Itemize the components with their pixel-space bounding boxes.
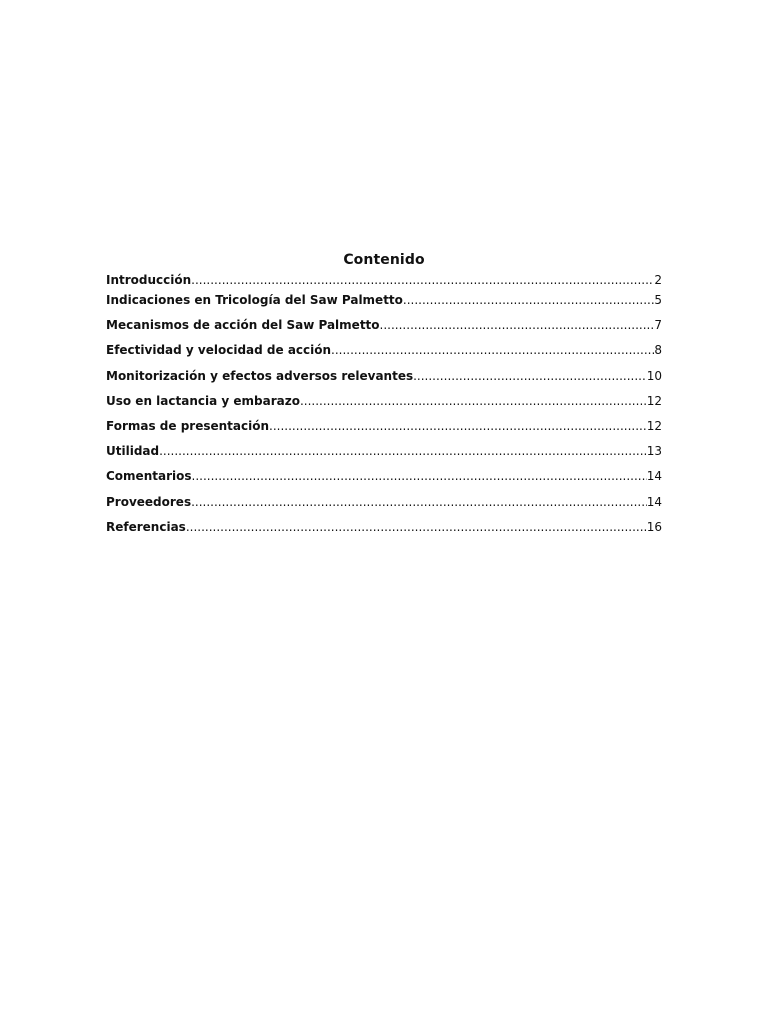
toc-entry-formas[interactable] <box>106 416 662 441</box>
table-of-contents <box>106 250 662 542</box>
toc-entry-page: 12 <box>646 393 662 408</box>
toc-entry-comentarios[interactable] <box>106 466 662 491</box>
toc-entry-page: 10 <box>646 368 662 383</box>
toc-entry-page: 14 <box>646 494 662 509</box>
toc-entry-label: Utilidad <box>106 444 160 459</box>
toc-entry-label: Indicaciones en Tricología del Saw Palmetto <box>106 293 403 307</box>
toc-dot-leader <box>191 492 647 512</box>
toc-entry-label: Referencias <box>106 519 186 534</box>
toc-entry-label: Mecanismos de acción del Saw Palmetto <box>106 318 380 333</box>
toc-dot-leader <box>300 391 647 411</box>
toc-entry-indicaciones[interactable] <box>106 290 662 315</box>
toc-dot-leader <box>159 441 647 461</box>
toc-entry-utilidad[interactable] <box>106 441 662 466</box>
toc-dot-leader <box>192 466 647 486</box>
toc-entry-page: 5 <box>654 293 662 307</box>
toc-dot-leader <box>186 517 647 537</box>
toc-entry-page: 7 <box>654 318 662 333</box>
toc-dot-leader <box>269 416 647 436</box>
toc-entry-introduccion[interactable] <box>106 270 662 290</box>
toc-dot-leader <box>403 290 654 310</box>
toc-entry-label: Monitorización y efectos adversos relevantes <box>106 368 414 383</box>
toc-entry-mecanismos[interactable] <box>106 315 662 340</box>
toc-dot-leader <box>331 340 654 360</box>
toc-entry-page: 12 <box>646 418 662 433</box>
toc-entry-label: Efectividad y velocidad de acción <box>106 343 332 358</box>
toc-dot-leader <box>191 270 654 290</box>
toc-entry-label: Formas de presentación <box>106 418 270 433</box>
toc-entry-page: 13 <box>646 444 662 459</box>
toc-entry-proveedores[interactable] <box>106 492 662 517</box>
toc-entry-label: Introducción <box>106 273 192 287</box>
toc-entry-monitorizacion[interactable] <box>106 366 662 391</box>
toc-entry-referencias[interactable] <box>106 517 662 542</box>
toc-entry-lactancia[interactable] <box>106 391 662 416</box>
toc-dot-leader <box>413 366 647 386</box>
toc-entry-page: 8 <box>654 343 662 358</box>
toc-entry-page: 14 <box>646 469 662 484</box>
toc-entry-page: 2 <box>654 273 662 287</box>
toc-entry-label: Comentarios <box>106 469 192 484</box>
toc-dot-leader <box>380 315 655 335</box>
toc-entry-label: Proveedores <box>106 494 192 509</box>
toc-entry-efectividad[interactable] <box>106 340 662 365</box>
toc-entry-label: Uso en lactancia y embarazo <box>106 393 300 408</box>
toc-title: Contenido <box>343 252 425 268</box>
toc-list <box>106 270 662 542</box>
toc-entry-page: 16 <box>646 519 662 534</box>
